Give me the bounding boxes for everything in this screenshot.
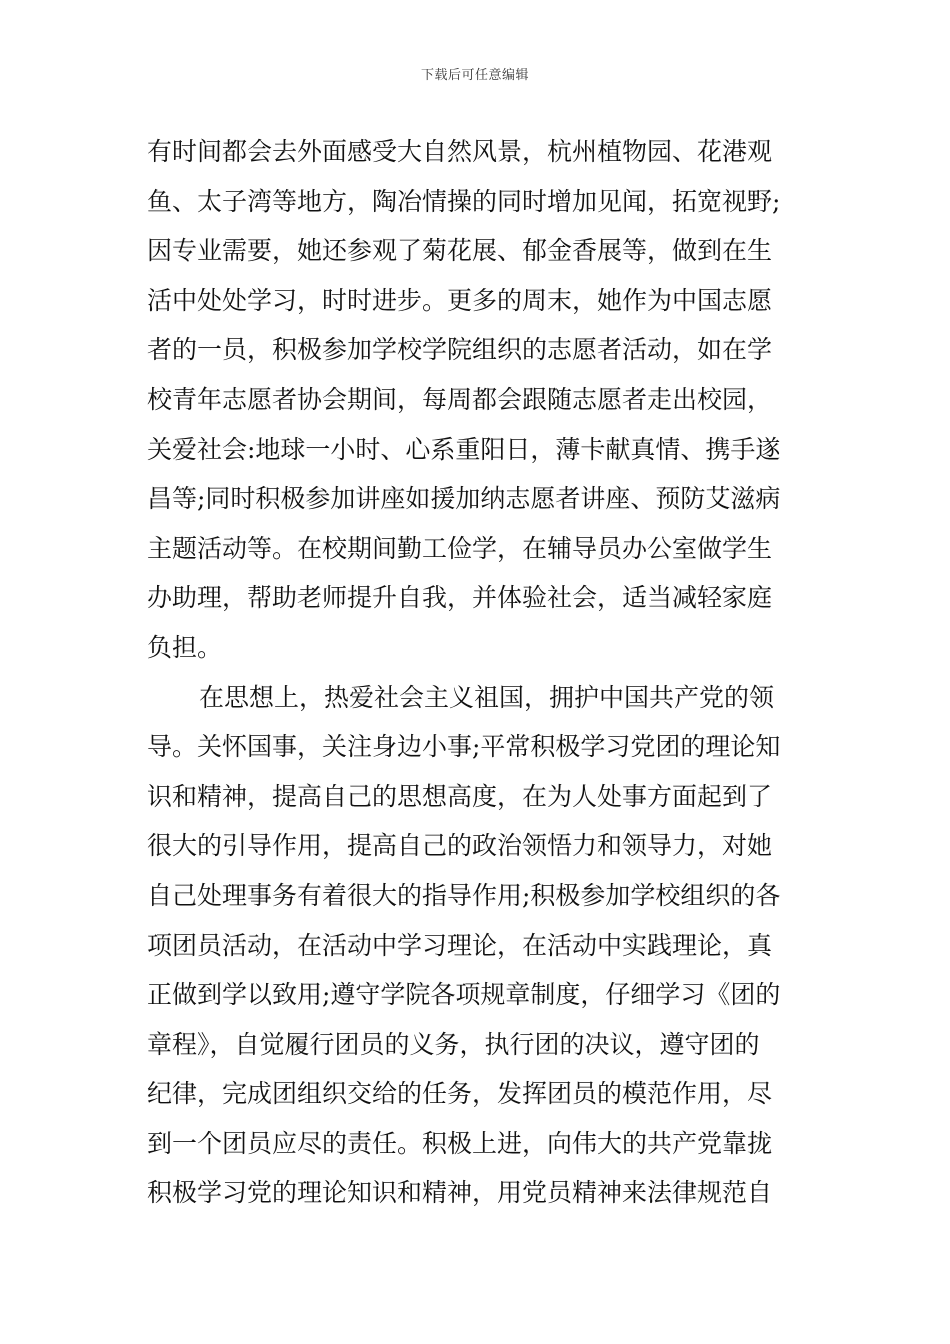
text-line: 办助理，帮助老师提升自我，并体验社会，适当减轻家庭 — [147, 583, 773, 613]
text-line: 有时间都会去外面感受大自然风景，杭州植物园、花港观 — [147, 137, 773, 166]
text-line: 章程》，自觉履行团员的义务，执行团的决议，遵守团的 — [147, 1029, 760, 1059]
text-line: 纪律，完成团组织交给的任务，发挥团员的模范作用，尽 — [147, 1079, 773, 1109]
text-line: 导。关怀国事，关注身边小事;平常积极学习党团的理论知 — [147, 732, 781, 762]
text-line: 鱼、太子湾等地方，陶冶情操的同时增加见闻，拓宽视野; — [147, 186, 781, 216]
text-line: 昌等;同时积极参加讲座如援加纳志愿者讲座、预防艾滋病 — [147, 484, 781, 514]
document-body — [147, 127, 815, 1218]
text-line: 项团员活动，在活动中学习理论，在活动中实践理论，真 — [147, 930, 773, 960]
text-line: 识和精神，提高自己的思想高度，在为人处事方面起到了 — [147, 781, 773, 811]
text-line: 积极学习党的理论知识和精神，用党员精神来法律规范自 — [147, 1178, 773, 1208]
text-line: 关爱社会:地球一小时、心系重阳日，薄卡献真情、携手遂 — [147, 434, 781, 464]
paragraph-start-line: 在思想上，热爱社会主义祖国，拥护中国共产党的领 — [199, 682, 775, 712]
text-line: 负担。 — [147, 632, 223, 662]
text-line: 校青年志愿者协会期间，每周都会跟随志愿者走出校园， — [147, 384, 773, 414]
text-line: 正做到学以致用;遵守学院各项规章制度，仔细学习《团的 — [147, 980, 781, 1010]
page-header: 下载后可任意编辑 — [420, 68, 529, 83]
text-line: 者的一员，积极参加学校学院组织的志愿者活动，如在学 — [147, 335, 773, 365]
text-line: 因专业需要，她还参观了菊花展、郁金香展等，做到在生 — [147, 236, 773, 266]
text-line: 主题活动等。在校期间勤工俭学，在辅导员办公室做学生 — [147, 533, 773, 563]
text-line: 到一个团员应尽的责任。积极上进，向伟大的共产党靠拢 — [147, 1128, 773, 1158]
text-line: 活中处处学习，时时进步。更多的周末，她作为中国志愿 — [147, 285, 773, 315]
text-line: 很大的引导作用，提高自己的政治领悟力和领导力，对她 — [147, 831, 773, 861]
text-line: 自己处理事务有着很大的指导作用;积极参加学校组织的各 — [147, 880, 781, 910]
